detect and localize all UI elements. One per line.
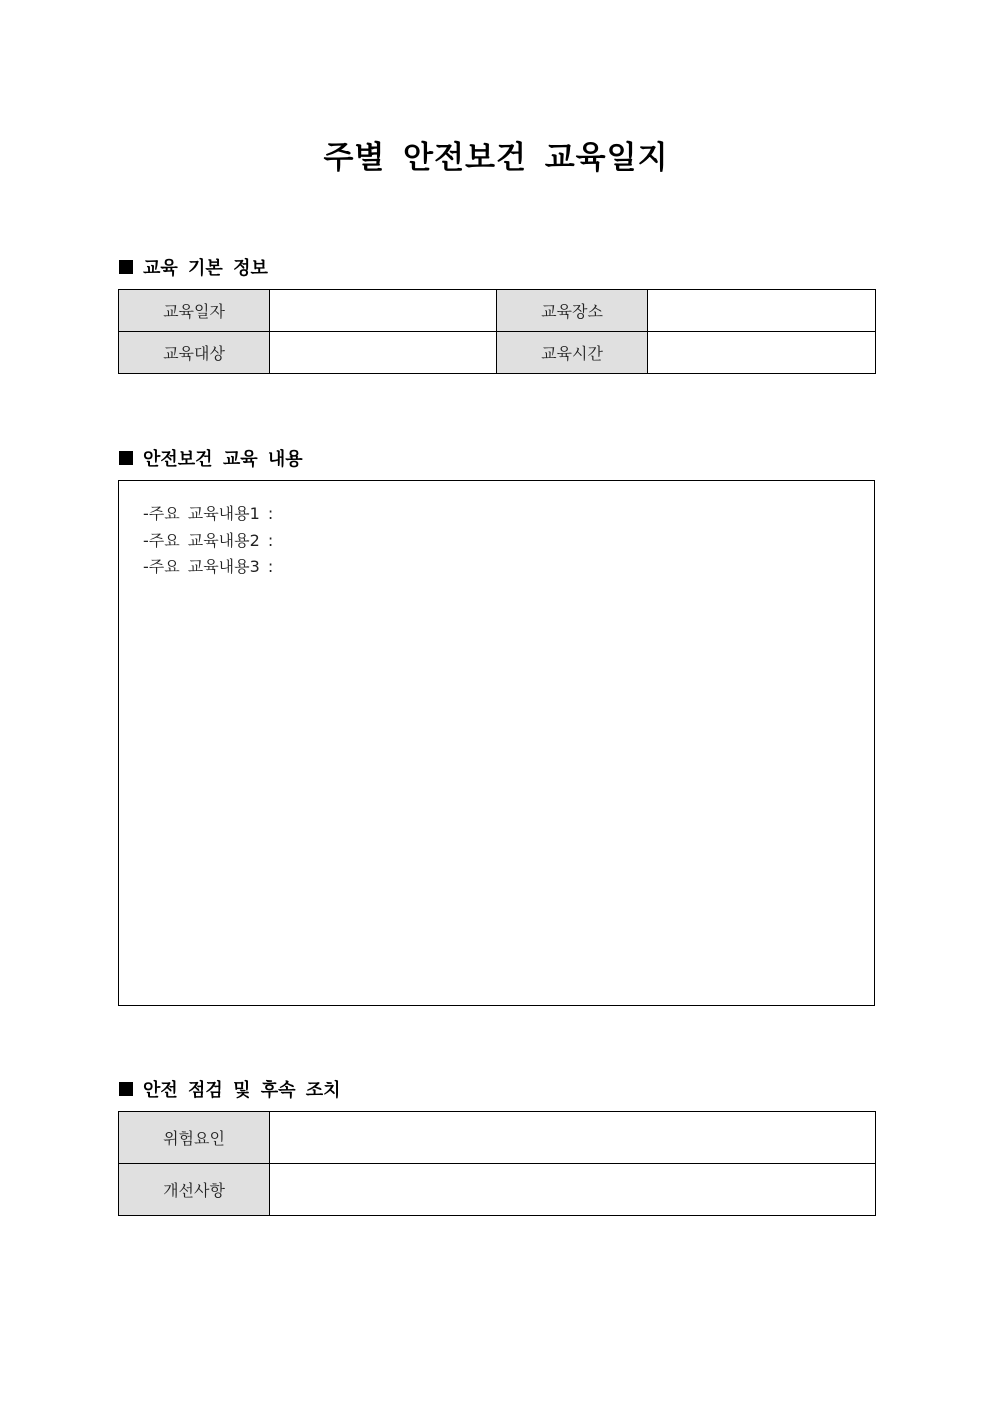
risk-factor-field[interactable]: [270, 1112, 876, 1164]
section-heading-label: 안전보건 교육 내용: [143, 449, 303, 470]
basic-info-table: [118, 289, 876, 374]
table-row: [119, 290, 876, 332]
education-content-box[interactable]: [118, 480, 875, 1006]
section-heading-basic-info: [119, 254, 268, 280]
list-item: -주요 교육내용2 :: [143, 530, 274, 550]
education-date-field[interactable]: [270, 290, 497, 332]
label-education-place: 교육장소: [497, 290, 648, 332]
square-bullet-icon: [119, 451, 133, 465]
label-improvement: 개선사항: [119, 1164, 270, 1216]
square-bullet-icon: [119, 260, 133, 274]
education-time-field[interactable]: [648, 332, 876, 374]
square-bullet-icon: [119, 1082, 133, 1096]
education-place-field[interactable]: [648, 290, 876, 332]
label-risk-factor: 위험요인: [119, 1112, 270, 1164]
table-row: [119, 1164, 876, 1216]
page-title: 주별 안전보건 교육일지: [323, 140, 669, 176]
label-education-date: 교육일자: [119, 290, 270, 332]
improvement-field[interactable]: [270, 1164, 876, 1216]
list-item: -주요 교육내용3 :: [143, 557, 274, 576]
label-education-target: 교육대상: [119, 332, 270, 374]
section-heading-label: 안전 점검 및 후속 조치: [143, 1080, 341, 1101]
section-heading-inspection: [119, 1076, 341, 1102]
education-content-list: [143, 501, 273, 581]
label-education-time: 교육시간: [497, 332, 648, 374]
section-heading-education-content: [119, 445, 303, 471]
section-heading-label: 교육 기본 정보: [143, 258, 268, 279]
inspection-table: [118, 1111, 876, 1216]
education-target-field[interactable]: [270, 332, 497, 374]
list-item: -주요 교육내용1 :: [143, 504, 274, 523]
table-row: [119, 1112, 876, 1164]
table-row: [119, 332, 876, 374]
